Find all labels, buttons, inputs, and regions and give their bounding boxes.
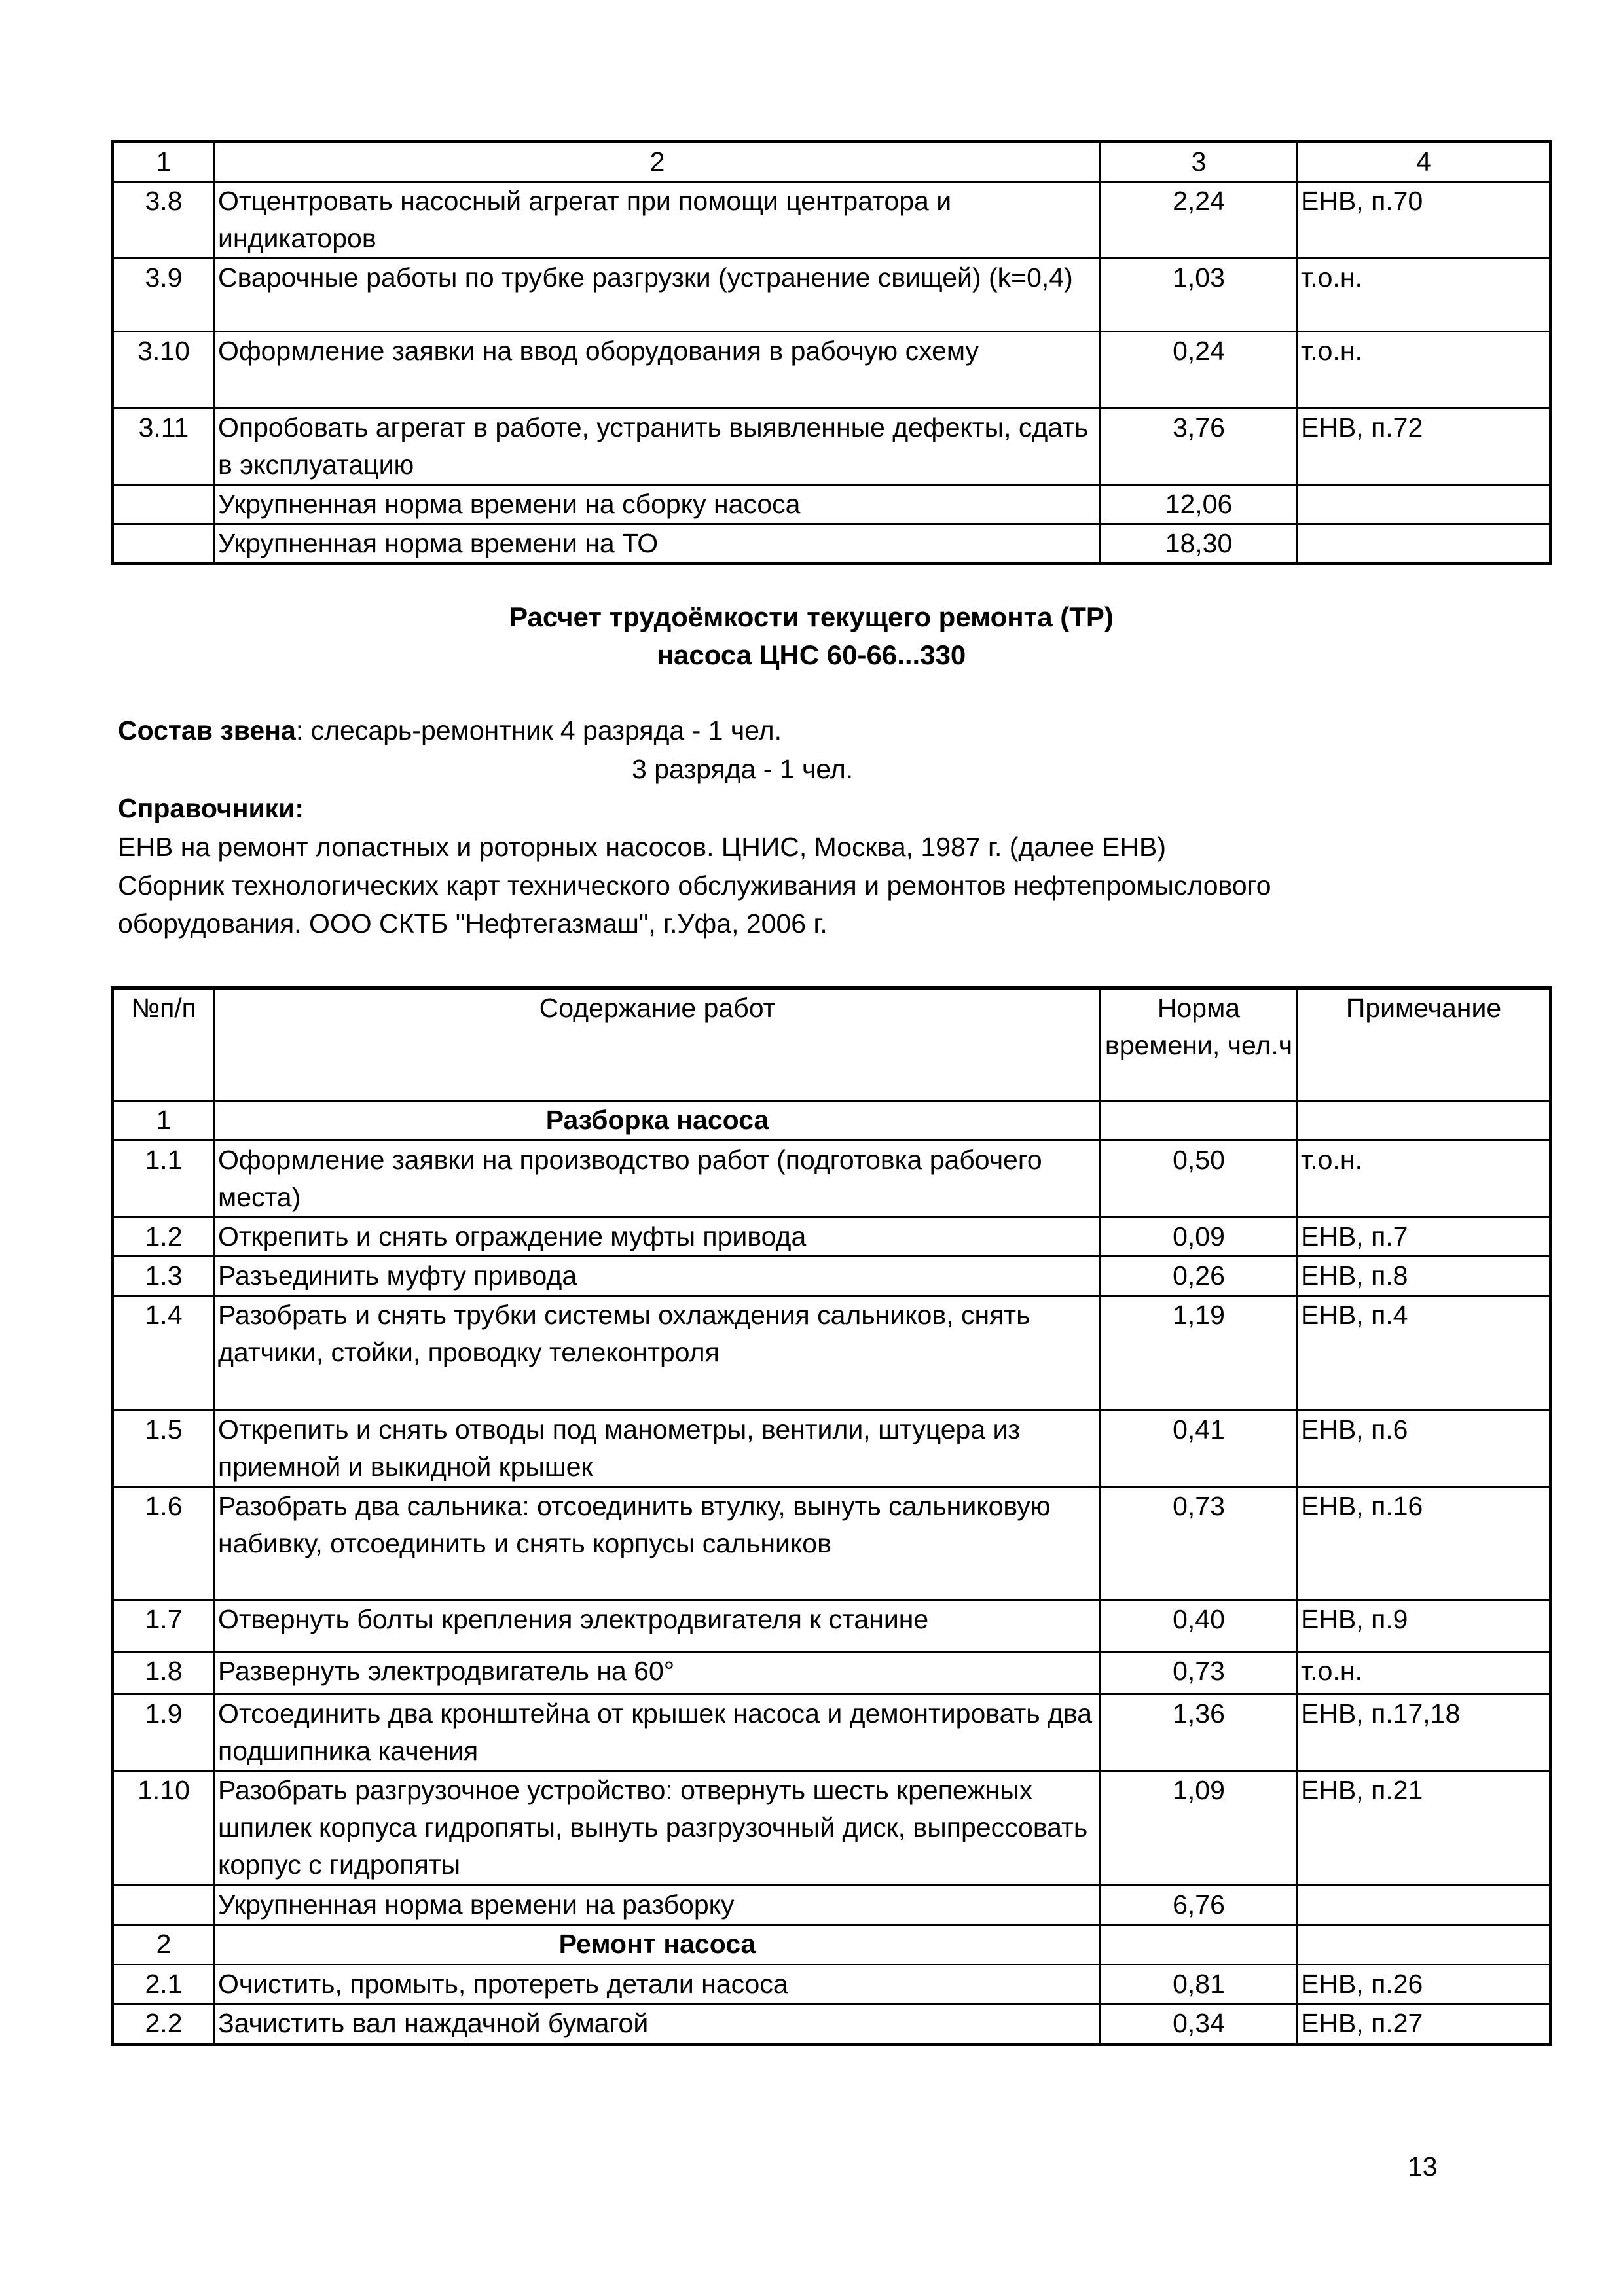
row-norm: 1,03: [1101, 259, 1298, 332]
section-subtitle: насоса ЦНС 60-66...330: [657, 639, 966, 670]
continued-table: [112, 141, 1551, 564]
row-norm: 0,73: [1101, 1487, 1298, 1600]
row-number: 1.1: [113, 1141, 215, 1217]
row-note: т.о.н.: [1298, 332, 1550, 408]
row-number: 1.9: [113, 1695, 215, 1771]
row-content: Оформление заявки на производство работ (подготовка рабочего места): [215, 1141, 1101, 1217]
row-note: [1298, 485, 1550, 524]
row-content: Оформление заявки на ввод оборудования в рабочую схему: [215, 332, 1101, 408]
row-content: Очистить, промыть, протереть детали насоса: [215, 1965, 1101, 2004]
row-note: т.о.н.: [1298, 1141, 1550, 1217]
row-content: Укрупненная норма времени на ТО: [215, 524, 1101, 564]
row-norm: 0,73: [1101, 1652, 1298, 1695]
row-number: 3.10: [113, 332, 215, 408]
row-note: [1298, 1925, 1550, 1965]
labor-table: [112, 988, 1551, 2045]
row-norm: 1,19: [1101, 1296, 1298, 1410]
header-number: №п/п: [113, 989, 215, 1101]
section-row: [113, 1101, 1550, 1141]
row-norm: 0,81: [1101, 1965, 1298, 2004]
row-content: Разборка насоса: [215, 1101, 1101, 1141]
row-content: Разъединить муфту привода: [215, 1257, 1101, 1296]
row-note: ЕНВ, п.26: [1298, 1965, 1550, 2004]
table-row: [113, 1965, 1550, 2004]
row-note: т.о.н.: [1298, 1652, 1550, 1695]
row-note: ЕНВ, п.72: [1298, 408, 1550, 485]
table-row: [113, 485, 1550, 524]
row-content: Отцентровать насосный агрегат при помощи центратора и индикаторов: [215, 182, 1101, 259]
row-content: Разобрать два сальника: отсоединить втулку, вынуть сальниковую набивку, отсоединить и снять корпусы сальников: [215, 1487, 1101, 1600]
crew-line-2: 3 разряда - 1 чел.: [632, 754, 854, 784]
row-number: 1.2: [113, 1217, 215, 1257]
crew-line: [118, 712, 782, 749]
row-content: Опробовать агрегат в работе, устранить выявленные дефекты, сдать в эксплуатацию: [215, 408, 1101, 485]
row-norm: 0,24: [1101, 332, 1298, 408]
row-number: 2.2: [113, 2004, 215, 2044]
row-note: ЕНВ, п.7: [1298, 1217, 1550, 1257]
table-row: [113, 1886, 1550, 1925]
row-norm: 0,26: [1101, 1257, 1298, 1296]
table-row: [113, 259, 1550, 332]
row-content: Укрупненная норма времени на сборку насоса: [215, 485, 1101, 524]
row-number: 3.9: [113, 259, 215, 332]
row-content: Зачистить вал наждачной бумагой: [215, 2004, 1101, 2044]
crew-label: Состав звена: [118, 715, 296, 745]
header-number: 1: [113, 143, 215, 182]
row-number: 3.8: [113, 182, 215, 259]
row-note: ЕНВ, п.4: [1298, 1296, 1550, 1410]
row-number: 1.6: [113, 1487, 215, 1600]
row-content: Развернуть электродвигатель на 60°: [215, 1652, 1101, 1695]
row-number: [113, 485, 215, 524]
row-note: ЕНВ, п.6: [1298, 1410, 1550, 1487]
references-label: Справочники:: [118, 793, 304, 823]
row-content: Открепить и снять отводы под манометры, вентили, штуцера из приемной и выкидной крышек: [215, 1410, 1101, 1487]
row-note: ЕНВ, п.9: [1298, 1600, 1550, 1652]
header-note: Примечание: [1298, 989, 1550, 1101]
row-note: ЕНВ, п.70: [1298, 182, 1550, 259]
reference-1: ЕНВ на ремонт лопастных и роторных насосов. ЦНИС, Москва, 1987 г. (далее ЕНВ): [118, 832, 1167, 862]
row-note: ЕНВ, п.17,18: [1298, 1695, 1550, 1771]
header-note: 4: [1298, 143, 1550, 182]
row-content: Укрупненная норма времени на разборку: [215, 1886, 1101, 1925]
table-row: [113, 1695, 1550, 1771]
row-number: 1.4: [113, 1296, 215, 1410]
row-number: 1.3: [113, 1257, 215, 1296]
row-content: Открепить и снять ограждение муфты привода: [215, 1217, 1101, 1257]
row-note: т.о.н.: [1298, 259, 1550, 332]
row-content: Разобрать и снять трубки системы охлаждения сальников, снять датчики, стойки, проводку телеконтроля: [215, 1296, 1101, 1410]
reference-2: Сборник технологических карт технического обслуживания и ремонтов нефтепромыслового: [118, 870, 1271, 901]
table-row: [113, 1410, 1550, 1487]
table-row: [113, 182, 1550, 259]
row-norm: [1101, 1925, 1298, 1965]
row-content: Ремонт насоса: [215, 1925, 1101, 1965]
header-row: [113, 989, 1550, 1101]
table-row: [113, 1652, 1550, 1695]
row-number: 1.8: [113, 1652, 215, 1695]
header-content: Содержание работ: [215, 989, 1101, 1101]
row-number: 1.10: [113, 1771, 215, 1886]
row-content: Сварочные работы по трубке разгрузки (устранение свищей) (k=0,4): [215, 259, 1101, 332]
reference-3: оборудования. ООО СКТБ "Нефтегазмаш", г.Уфа, 2006 г.: [118, 908, 828, 939]
row-note: ЕНВ, п.8: [1298, 1257, 1550, 1296]
row-norm: 0,09: [1101, 1217, 1298, 1257]
row-content: Отсоединить два кронштейна от крышек насоса и демонтировать два подшипника качения: [215, 1695, 1101, 1771]
table-row: [113, 2004, 1550, 2044]
row-note: ЕНВ, п.27: [1298, 2004, 1550, 2044]
row-note: [1298, 1886, 1550, 1925]
row-number: 1.5: [113, 1410, 215, 1487]
row-note: [1298, 524, 1550, 564]
table-row: [113, 1296, 1550, 1410]
row-norm: 0,34: [1101, 2004, 1298, 2044]
table-row: [113, 1487, 1550, 1600]
row-norm: 0,40: [1101, 1600, 1298, 1652]
row-norm: 12,06: [1101, 485, 1298, 524]
table-row: [113, 1257, 1550, 1296]
row-note: [1298, 1101, 1550, 1141]
row-norm: 1,09: [1101, 1771, 1298, 1886]
table-row: [113, 1217, 1550, 1257]
row-number: 2: [113, 1925, 215, 1965]
row-note: ЕНВ, п.21: [1298, 1771, 1550, 1886]
table-row: [113, 524, 1550, 564]
row-content: Разобрать разгрузочное устройство: отвернуть шесть крепежных шпилек корпуса гидропяты, вынуть разгрузочный диск, выпрессовать корпус с гидропяты: [215, 1771, 1101, 1886]
table-row: [113, 332, 1550, 408]
table-row: [113, 1600, 1550, 1652]
row-note: ЕНВ, п.16: [1298, 1487, 1550, 1600]
row-norm: 6,76: [1101, 1886, 1298, 1925]
row-norm: [1101, 1101, 1298, 1141]
row-number: 2.1: [113, 1965, 215, 2004]
page-number: 13: [1408, 2151, 1438, 2181]
row-number: [113, 524, 215, 564]
header-content: 2: [215, 143, 1101, 182]
table-row: [113, 1771, 1550, 1886]
section-title: Расчет трудоёмкости текущего ремонта (ТР): [509, 601, 1114, 632]
section-row: [113, 1925, 1550, 1965]
row-norm: 18,30: [1101, 524, 1298, 564]
row-norm: 0,41: [1101, 1410, 1298, 1487]
row-norm: 1,36: [1101, 1695, 1298, 1771]
header-row: [113, 143, 1550, 182]
header-norm: Норма времени, чел.ч: [1101, 989, 1298, 1101]
table-row: [113, 408, 1550, 485]
row-number: 1.7: [113, 1600, 215, 1652]
header-norm: 3: [1101, 143, 1298, 182]
crew-text: : слесарь-ремонтник 4 разряда - 1 чел.: [295, 715, 782, 745]
row-number: [113, 1886, 215, 1925]
row-norm: 3,76: [1101, 408, 1298, 485]
row-number: 1: [113, 1101, 215, 1141]
row-content: Отвернуть болты крепления электродвигателя к станине: [215, 1600, 1101, 1652]
row-norm: 0,50: [1101, 1141, 1298, 1217]
row-norm: 2,24: [1101, 182, 1298, 259]
row-number: 3.11: [113, 408, 215, 485]
table-row: [113, 1141, 1550, 1217]
